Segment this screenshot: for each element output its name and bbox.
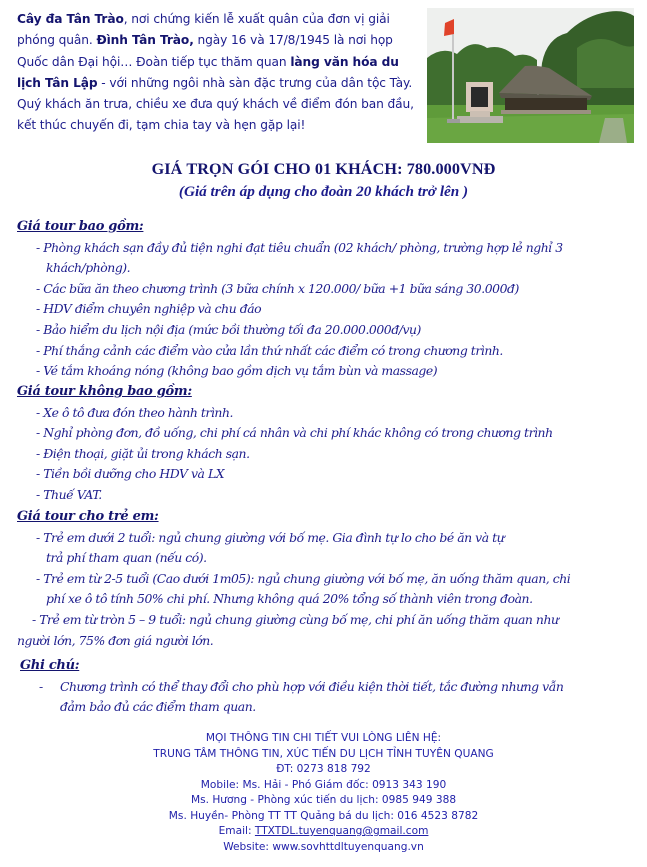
children-item-continuation: trả phí tham quan (nếu có).	[46, 550, 207, 566]
included-item-text: - Phòng khách sạn đầy đủ tiện nghi đạt tiêu chuẩn (02 khách/ phòng, trường hợp lẻ nghỉ 3	[36, 239, 563, 255]
tan-trao-photo	[427, 8, 634, 143]
intro-text-2: ngày 16 và 17/8/1945 là nơi họp Quốc dân Đại hội… Đoàn tiếp tục thăm quan	[17, 33, 393, 69]
included-item: - Bảo hiểm du lịch nội địa (mức bồi thường tối đa 20.000.000đ/vụ)	[36, 321, 421, 337]
contact-phone: ĐT: 0273 818 792	[276, 763, 371, 775]
children-item-text: - Trẻ em dưới 2 tuổi: ngủ chung giường với bố mẹ. Gia đình tự lo cho bé ăn và tự	[36, 529, 505, 545]
excluded-item: - Điện thoại, giặt ủi trong khách sạn.	[36, 445, 250, 461]
contact-heading: MỌI THÔNG TIN CHI TIẾT VUI LÒNG LIÊN HỆ:	[205, 732, 442, 744]
contact-organization: TRUNG TÂM THÔNG TIN, XÚC TIẾN DU LỊCH TỈNH TUYÊN QUANG	[153, 747, 494, 760]
children-item	[17, 569, 637, 610]
intro-paragraph	[17, 9, 422, 137]
notes-item	[20, 677, 640, 718]
email-label: Email:	[218, 825, 255, 837]
notes-item-text: Chương trình có thể thay đổi cho phù hợp với điều kiện thời tiết, tắc đường nhưng vẫn	[60, 678, 564, 694]
intro-highlight-cay-da: Cây đa Tân Trào	[17, 12, 124, 26]
children-item	[17, 528, 637, 569]
excluded-item: - Thuế VAT.	[36, 486, 102, 502]
excluded-heading: Giá tour không bao gồm:	[17, 384, 192, 399]
contact-mobile-huong: Ms. Hương - Phòng xúc tiến du lịch: 0985 949 388	[190, 794, 457, 806]
excluded-item: - Nghỉ phòng đơn, đồ uống, chi phí cá nhân và chi phí khác không có trong chương trình	[36, 425, 553, 441]
included-item: - Phí thắng cảnh các điểm vào cửa lần thứ nhất các điểm có trong chương trình.	[36, 342, 503, 358]
excluded-section	[17, 382, 637, 506]
included-item: - Các bữa ăn theo chương trình (3 bữa chính x 120.000/ bữa +1 bữa sáng 30.000đ)	[36, 280, 519, 296]
included-item: - HDV điểm chuyên nghiệp và chu đáo	[36, 301, 262, 317]
children-item-continuation: phí xe ô tô tính 50% chi phí. Nhưng không quá 20% tổng số thành viên trong đoàn.	[46, 591, 533, 607]
children-heading: Giá tour cho trẻ em:	[17, 509, 159, 524]
notes-item-continuation: đảm bảo đủ các điểm tham quan.	[60, 699, 256, 715]
contact-mobile-huyen: Ms. Huyền- Phòng TT TT Quảng bá du lịch: 016 4523 8782	[168, 809, 479, 822]
excluded-item: - Tiền bồi dưỡng cho HDV và LX	[36, 466, 225, 482]
children-item-continuation: người lớn, 75% đơn giá người lớn.	[17, 632, 214, 648]
contact-block	[0, 731, 647, 855]
notes-bullet: -	[39, 678, 43, 694]
intro-highlight-dinh: Đình Tân Trào,	[96, 33, 194, 48]
email-link[interactable]: TTXTDL.tuyenquang@gmail.com	[254, 825, 429, 837]
children-item-text: - Trẻ em từ 2-5 tuổi (Cao dưới 1m05): ngủ chung giường với bố mẹ, ăn uống thăm quan, chi	[36, 570, 571, 586]
tan-trao-photo-image	[427, 8, 634, 143]
contact-email-row	[0, 824, 647, 840]
notes-section	[20, 656, 640, 718]
children-section	[17, 507, 637, 651]
package-price-title: GIÁ TRỌN GÓI CHO 01 KHÁCH: 780.000VNĐ	[151, 160, 496, 178]
included-item	[17, 238, 637, 279]
notes-heading: Ghi chú:	[20, 658, 80, 673]
contact-website-row	[0, 840, 647, 856]
excluded-item: - Xe ô tô đưa đón theo hành trình.	[36, 404, 233, 420]
contact-mobile-hai: Mobile: Ms. Hải - Phó Giám đốc: 0913 343 190	[200, 778, 447, 791]
children-item	[17, 610, 637, 651]
intro-text-1: , nơi chứng kiến lễ xuất quân của đơn vị giải phóng quân.	[17, 12, 390, 48]
website-label: Website:	[223, 840, 273, 853]
intro-highlight-lang-van-hoa: làng văn hóa du lịch Tân Lập	[17, 54, 399, 90]
included-item-continuation: khách/phòng).	[46, 260, 131, 276]
included-item: - Vé tắm khoáng nóng (không bao gồm dịch vụ tắm bùn và massage)	[36, 363, 438, 379]
included-section	[17, 217, 637, 382]
children-item-text: - Trẻ em từ tròn 5 – 9 tuổi: ngủ chung giường cùng bố mẹ, chi phí ăn uống thăm quan như	[32, 611, 559, 627]
included-heading: Giá tour bao gồm:	[17, 219, 144, 234]
intro-text-3: - với những ngôi nhà sàn đặc trưng của dân tộc Tày. Quý khách ăn trưa, chiều xe đưa quý khách về điểm đón ban đầu, kết thúc chuyến đi, tạm chia tay và hẹn gặp lại!	[17, 75, 414, 133]
package-price-subtitle: (Giá trên áp dụng cho đoàn 20 khách trở lên )	[178, 183, 469, 200]
website-text: www.sovhttdltuyenquang.vn	[272, 840, 424, 853]
